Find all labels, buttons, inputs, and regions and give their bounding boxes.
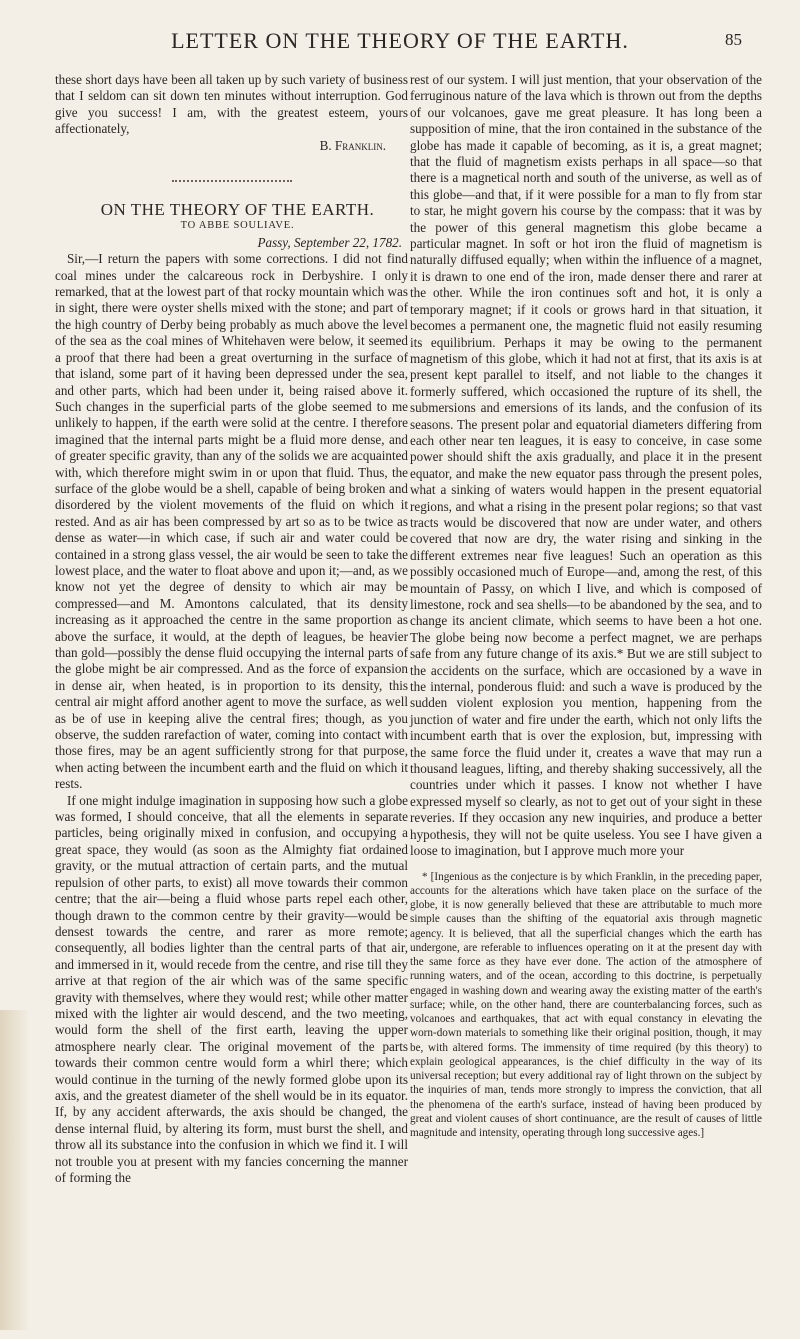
body-paragraph: If one might indulge imagination in supposing how such a globe was formed, I should conceive, that all the elements in separate particles, being originally mixed in confusion, and occupying a great space, they would (as soon as the Almighty fiat ordained gravity, or the mutual attraction of certain parts, and the mutual repulsion of other parts, to exist) all move towards their common centre; that the air—being a fluid whose parts repel each other, though drawn to the common centre by their gravity—would be densest towards the centre, and rarer as more remote; consequently, all bodies lighter than the central parts of that air, and immersed in it, would recede from the centre, and rise till they arrive at that region of the air which was of the same specific gravity with themselves, where they would rest; while other matter mixed with the lighter air would descend, and the two meeting, would form the shell of the first earth, leaving the upper atmosphere nearly clear. The original movement of the parts towards their common centre would form a whirl there; which would continue in the turning of the newly formed globe upon its axis, and the greatest diameter of the shell would be in its equator. If, by any accident afterwards, the axis should be changed, the dense internal fluid, by altering its form, must burst the shell, and throw all its substance into the confusion in which we find it. I will not trouble you at present with my fancies concerning the manner of forming the bbox=[55, 792, 408, 1185]
body-paragraph: rest of our system. I will just mention, that your observation of the ferruginous nature of the lava which is thrown out from the depths of our volcanoes, gave me great pleasure. It has long been a supposition of mine, that the iron contained in the substance of the globe has made it capable of becoming, as it is, a great magnet; that the fluid of magnetism exists perhaps in all space—so that there is a magnetical north and south of the universe, as well as of this globe—and that, if it were possible for a man to fly from star to star, he might govern his course by the compass: that it was by the power of this general magnetism this globe became a particular magnet. In soft or hot iron the fluid of magnetism is naturally diffused equally; when within the influence of a magnet, it is drawn to one end of the iron, made denser there and rarer at the other. While the iron continues soft and hot, it is only a temporary magnet; if it cools or grows hard in that situation, it becomes a permanent one, the magnetic fluid not easily resuming its equilibrium. Perhaps it may be owing to the permanent magnetism of this globe, which it had not at first, that its axis is at present kept parallel to itself, and not liable to the changes it formerly suffered, which occasioned the rupture of its shell, the submersions and emersions of its lands, and the confusion of its seasons. The present polar and equatorial diameters differing from each other near ten leagues, it is easy to conceive, in case some power should shift the axis gradually, and place it in the present equator, and make the new equator pass through the present poles, what a sinking of waters would happen in the present equatorial regions, and what a rising in the present polar regions; so that vast tracts would be discovered that now are under water, and others covered that now are dry, the water rising and sinking in the different extremes near five leagues! Such an operation as this possibly occasioned much of Europe—and, among the rest, of this mountain of Passy, on which I live, and which is composed of limestone, rock and sea shells—to be abandoned by the sea, and to change its ancient climate, which seems to have been a hot one. The globe being now become a perfect magnet, we are perhaps safe from any future change of its axis.* But we are still subject to the accidents on the surface, which are occasioned by a wave in the internal, ponderous fluid: and such a wave is produced by the sudden violent explosion you mention, happening from the junction of water and fire under the earth, which not only lifts the incumbent earth that is over the explosion, but, impressing with the same force the fluid under it, creates a wave that may run a thousand leagues, lifting, and thereby shaking successively, all the countries under which it passes. I know not whether I have expressed myself so clearly, as not to get out of your sight in these reveries. If they occasion any new inquiries, and produce a better hypothesis, they will not be quite useless. You see I have given a loose to imagination, but I approve much more your bbox=[410, 72, 762, 859]
previous-letter-closing: these short days have been all taken up by such variety of business that I seldom can sit down ten minutes without interruption. God give you success! I am, with the greatest esteem, yours affectionately, bbox=[55, 72, 408, 137]
signature: B. Franklin. bbox=[319, 137, 386, 153]
running-head: LETTER ON THE THEORY OF THE EARTH. bbox=[171, 28, 629, 53]
footnote-text: * [Ingenious as the conjecture is by which Franklin, in the preceding paper, accounts for the alterations which have taken place on the surface of the globe, it is now generally believed that these are attributable to much more simple causes than the shifting of the equatorial axis through magnetic agency. It is believed, that all the superficial changes which the earth has undergone, are referable to influences operating on it at the present day with the same force as they have ever done. The action of the atmosphere of running waters, and of the ocean, according to this doctrine, is perpetually engaged in washing down and wearing away the existing matter of the earth's surface; while, on the other hand, there are counterbalancing forces, such as volcanoes and earthquakes, that act with equal constancy in elevating the worn-down materials to something like their original position, though, it may be, with altered forms. The immensity of time required (by this theory) to explain geological appearances, is the chief difficulty in the way of its universal reception; but every additional ray of light thrown on the subject by the inquiries of man, tends more strongly to impress the conviction, that all the phenomena of the earth's surface, instead of having been produced by great and violent causes of short continuance, are the result of causes of little magnitude and intensity, operating through long successive ages.] bbox=[410, 870, 762, 1139]
footnote bbox=[410, 870, 762, 1141]
page-stain bbox=[0, 1010, 30, 1330]
body-paragraph: Sir,—I return the papers with some corrections. I did not find coal mines under the calcareous rock in Derbyshire. I only remarked, that at the lowest part of that rocky mountain which was in sight, there were oyster shells mixed with the stone; and part of the high country of Derby being probably as much above the level of the sea as the coal mines of Whitehaven were below, it seemed a proof that there had been a great overturning in the surface of that island, some part of it having been depressed under the sea, and other parts, which had been under it, being raised above it. Such changes in the superficial parts of the globe seemed to me unlikely to happen, if the earth were solid at the centre. I therefore imagined that the internal parts might be a fluid more dense, and of greater specific gravity, than any of the solids we are acquainted with, which therefore might swim in or upon that fluid. Thus, the surface of the globe would be a shell, capable of being broken and disordered by the violent movements of the fluid on which it rested. And as air has been compressed by art so as to be twice as dense as water—in which case, if such air and water could be contained in a strong glass vessel, the air would be seen to take the lowest place, and the water to float above and upon it;—and, as we know not yet the degree of density to which air may be compressed—and M. Amontons calculated, that its density increasing as it approached the centre in the same proportion as above the surface, it would, at the depth of leagues, be heavier than gold—possibly the dense fluid occupying the internal parts of the globe might be air compressed. And as the force of expansion in dense air, when heated, is in proportion to its density, this central air might afford another agent to move the surface, as well as be of use in keeping alive the central fires; though, as you observe, the sudden rarefaction of water, coming into contact with those fires, may be an agent sufficiently strong for that purpose, when acting between the incumbent earth and the fluid on which it rests. bbox=[55, 251, 408, 792]
section-divider bbox=[172, 180, 292, 182]
letter-title: ON THE THEORY OF THE EARTH. bbox=[100, 200, 375, 220]
left-column bbox=[55, 72, 408, 1186]
letter-addressee: TO ABBE SOULIAVE. bbox=[180, 220, 295, 232]
right-column bbox=[410, 72, 762, 1140]
page-number: 85 bbox=[725, 30, 742, 49]
letter-dateline: Passy, September 22, 1782. bbox=[257, 234, 402, 250]
